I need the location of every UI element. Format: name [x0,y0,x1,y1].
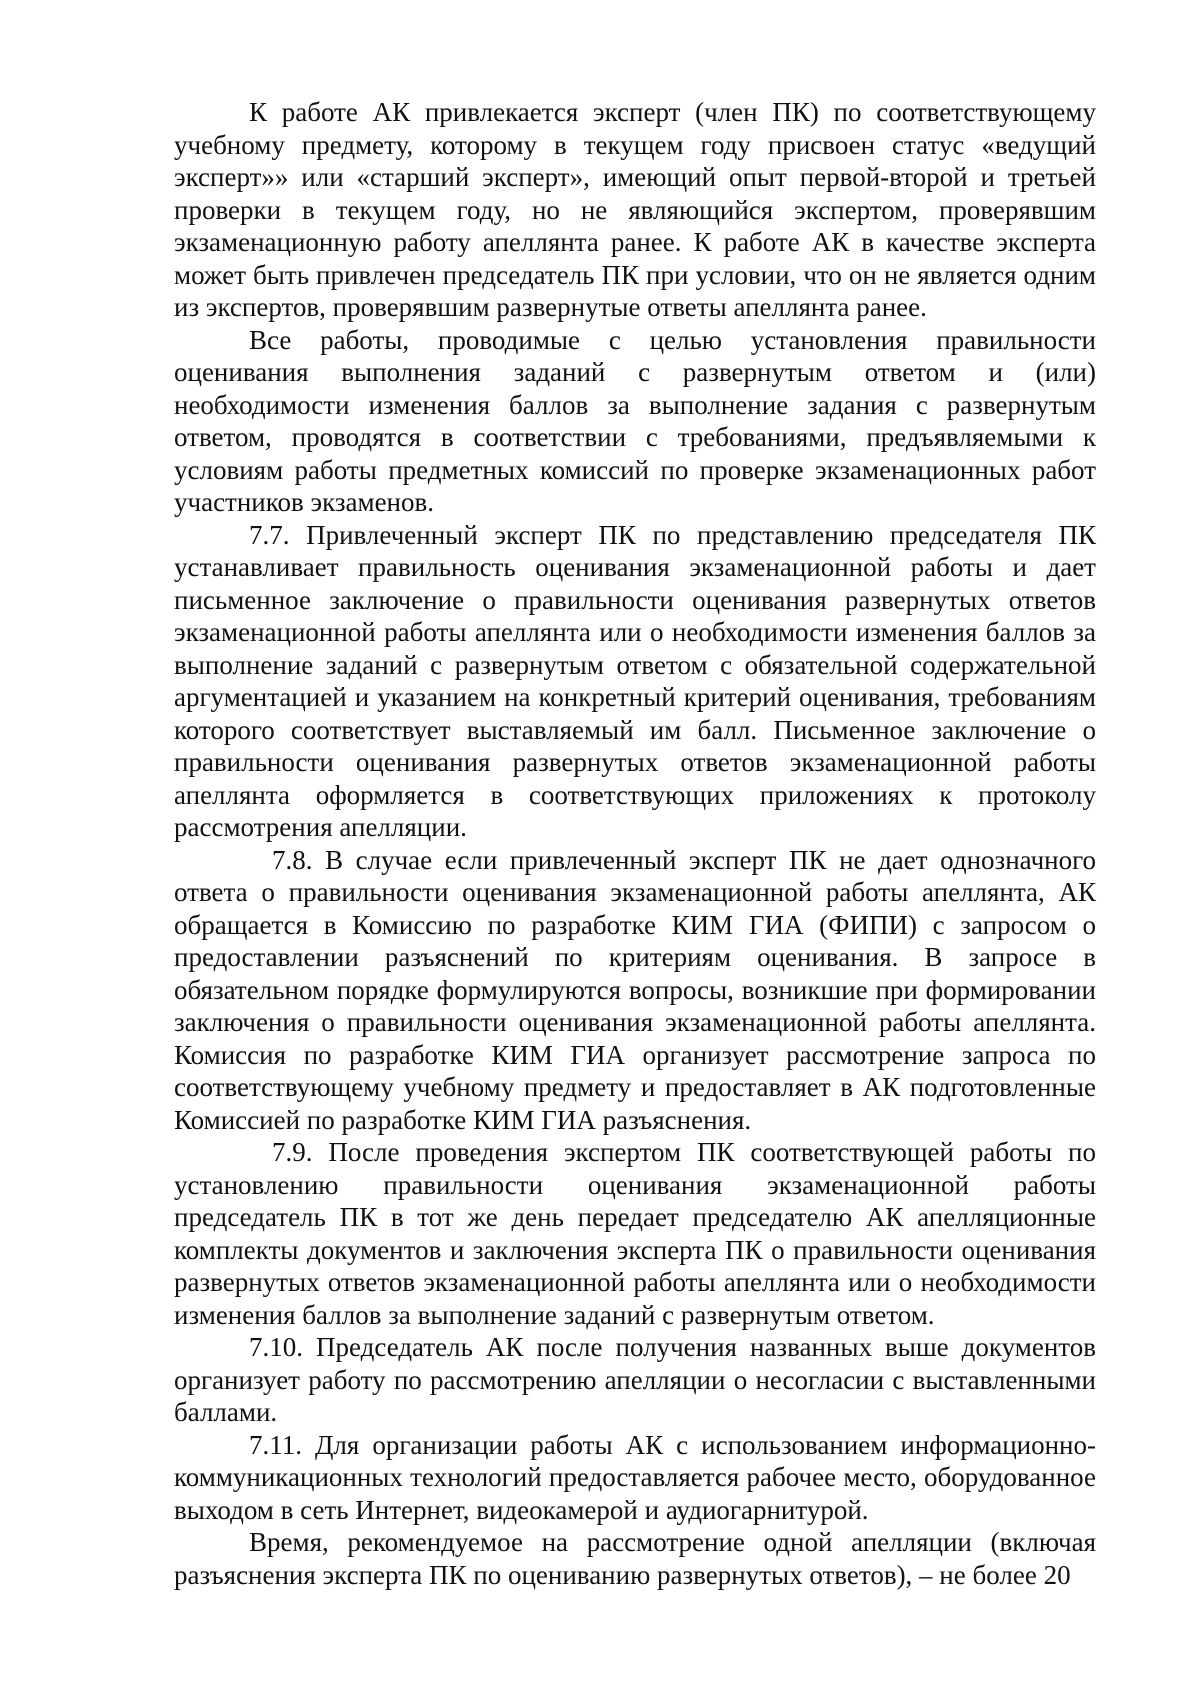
paragraph-7-11: 7.11. Для организации работы АК с использованием информационно-коммуникационных технологий предоставляется рабочее место, оборудованное выходом в сеть Интернет, видеокамерой и аудиогарнитурой. [174,1429,1096,1525]
paragraph-time-limit: Время, рекомендуемое на рассмотрение одной апелляции (включая разъяснения эксперта ПК по оцениванию развернутых ответов), – не более 20 [174,1527,1096,1590]
paragraph-expert-involvement: К работе АК привлекается эксперт (член ПК) по соответствующему учебному предмету, которому в текущем году присвоен статус «ведущий эксперт»» или «старший эксперт», имеющий опыт первой-второй и третьей проверки в текущем году, но не являющийся экспертом, проверявшим экзаменационную работу апеллянта ранее. К работе АК в качестве эксперта может быть привлечен председатель ПК при условии, что он не является одним из экспертов, проверявшим развернутые ответы апеллянта ранее. [174,97,1096,322]
paragraph-all-work: Все работы, проводимые с целью установления правильности оценивания выполнения заданий с развернутым ответом и (или) необходимости изменения баллов за выполнение задания с развернутым ответом, проводятся в соответствии с требованиями, предъявляемыми к условиям работы предметных комиссий по проверке экзаменационных работ участников экзаменов. [174,324,1096,517]
paragraph-7-9: 7.9. После проведения экспертом ПК соответствующей работы по установлению правильности оценивания экзаменационной работы председатель ПК в тот же день передает председателю АК апелляционные комплекты документов и заключения эксперта ПК о правильности оценивания развернутых ответов экзаменационной работы апеллянта или о необходимости изменения баллов за выполнение заданий с развернутым ответом. [174,1137,1096,1330]
paragraph-7-8: 7.8. В случае если привлеченный эксперт ПК не дает однозначного ответа о правильности оценивания экзаменационной работы апеллянта, АК обращается в Комиссию по разработке КИМ ГИА (ФИПИ) с запросом о предоставлении разъяснений по критериям оценивания. В запросе в обязательном порядке формулируются вопросы, возникшие при формировании заключения о правильности оценивания экзаменационной работы апеллянта. Комиссия по разработке КИМ ГИА организует рассмотрение запроса по соответствующему учебному предмету и предоставляет в АК подготовленные Комиссией по разработке КИМ ГИА разъяснения. [174,844,1096,1135]
document-body [174,96,1096,1591]
paragraph-7-10: 7.10. Председатель АК после получения названных выше документов организует работу по рассмотрению апелляции о несогласии с выставленными баллами. [174,1332,1096,1427]
paragraph-7-7: 7.7. Привлеченный эксперт ПК по представлению председателя ПК устанавливает правильность оценивания экзаменационной работы и дает письменное заключение о правильности оценивания развернутых ответов экзаменационной работы апеллянта или о необходимости изменения баллов за выполнение заданий с развернутым ответом с обязательной содержательной аргументацией и указанием на конкретный критерий оценивания, требованиям которого соответствует выставляемый им балл. Письменное заключение о правильности оценивания развернутых ответов экзаменационной работы апеллянта оформляется в соответствующих приложениях к протоколу рассмотрения апелляции. [174,519,1096,842]
